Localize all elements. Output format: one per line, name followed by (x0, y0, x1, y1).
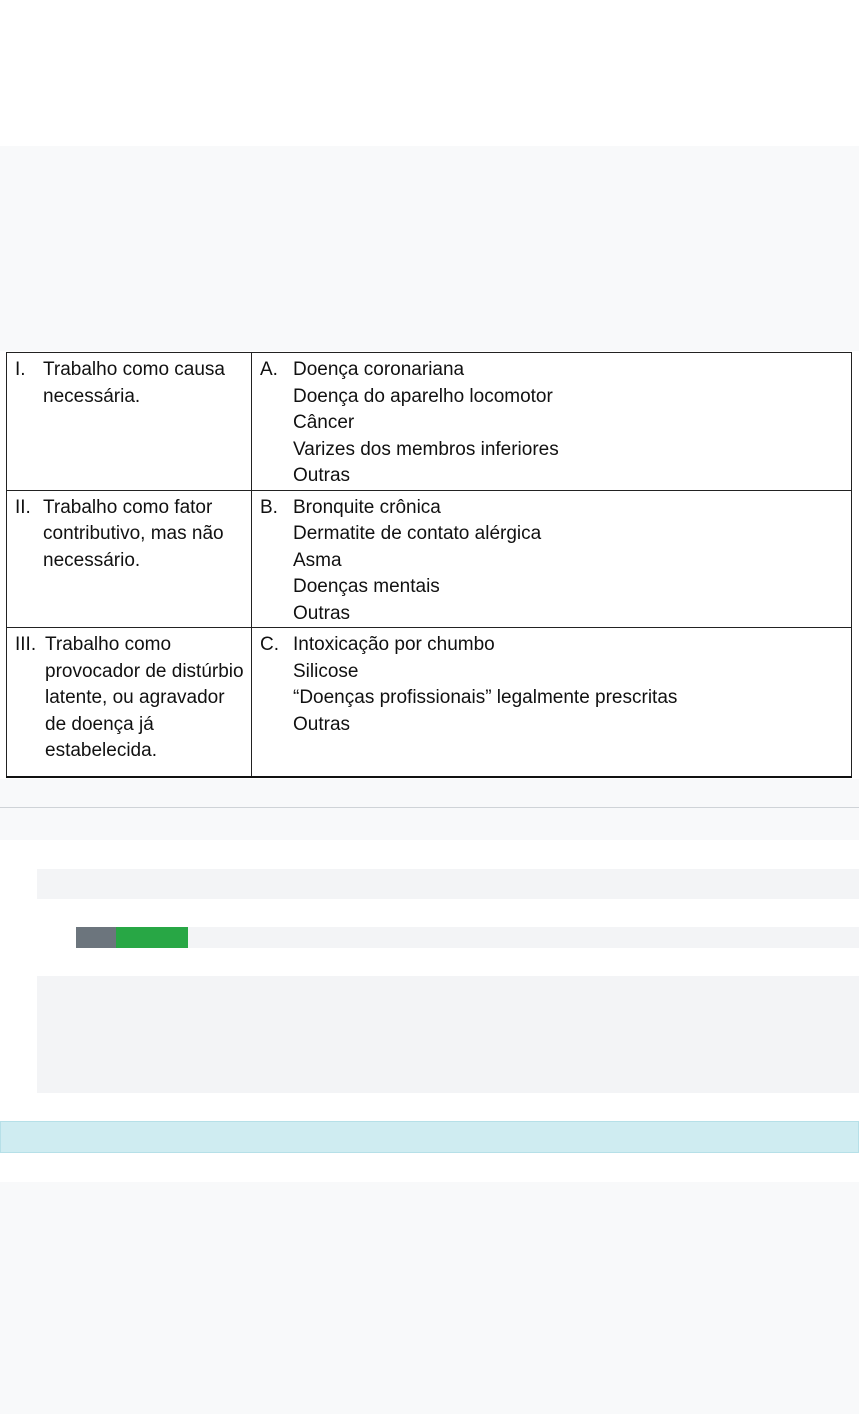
table-row (7, 628, 852, 778)
answer-content-placeholder (37, 976, 859, 1093)
list-item: Varizes dos membros inferiores (293, 438, 559, 460)
answer-option-placeholder[interactable] (37, 869, 859, 899)
row-label: Trabalho como causa necessária. (43, 359, 226, 407)
disease-list (293, 495, 845, 628)
list-item: Outras (293, 465, 351, 486)
list-item: Asma (293, 549, 342, 571)
row-number: III. (15, 634, 37, 655)
classification-table (6, 352, 852, 778)
row-number: I. (15, 359, 26, 380)
disease-list (293, 632, 845, 738)
progress-segment-gray (76, 927, 116, 948)
card-divider (0, 807, 859, 808)
group-letter: A. (260, 359, 278, 380)
group-letter: B. (260, 496, 278, 518)
list-item: Intoxicação por chumbo (293, 634, 495, 655)
list-item: Doenças mentais (293, 576, 440, 597)
info-alert-bar (0, 1121, 859, 1153)
list-item: “Doenças profissionais” legalmente prescritas (293, 687, 678, 708)
table-cell-diseases (252, 628, 852, 778)
table-cell-diseases (252, 353, 852, 491)
list-item: Outras (293, 602, 351, 624)
list-item: Silicose (293, 660, 359, 682)
list-item: Bronquite crônica (293, 496, 441, 518)
row-label: Trabalho como fator contributivo, mas não necessário. (43, 496, 224, 571)
table-cell-category (7, 628, 252, 778)
list-item: Dermatite de contato alérgica (293, 523, 542, 544)
list-item: Doença coronariana (293, 359, 465, 380)
list-item: Câncer (293, 412, 355, 433)
table-cell-category (7, 353, 252, 491)
table-row (7, 490, 852, 628)
group-letter: C. (260, 634, 279, 655)
list-item: Outras (293, 713, 351, 735)
next-question-card (0, 1182, 859, 1414)
table-cell-diseases (252, 490, 852, 628)
table-row (7, 353, 852, 491)
progress-bar-track (76, 927, 859, 948)
row-label: Trabalho como provocador de distúrbio latente, ou agravador de doença já estabelecida. (45, 634, 244, 761)
progress-segment-green (116, 927, 188, 948)
list-item: Doença do aparelho locomotor (293, 385, 553, 407)
row-number: II. (15, 496, 31, 518)
disease-list (293, 357, 845, 490)
table-cell-category (7, 490, 252, 628)
